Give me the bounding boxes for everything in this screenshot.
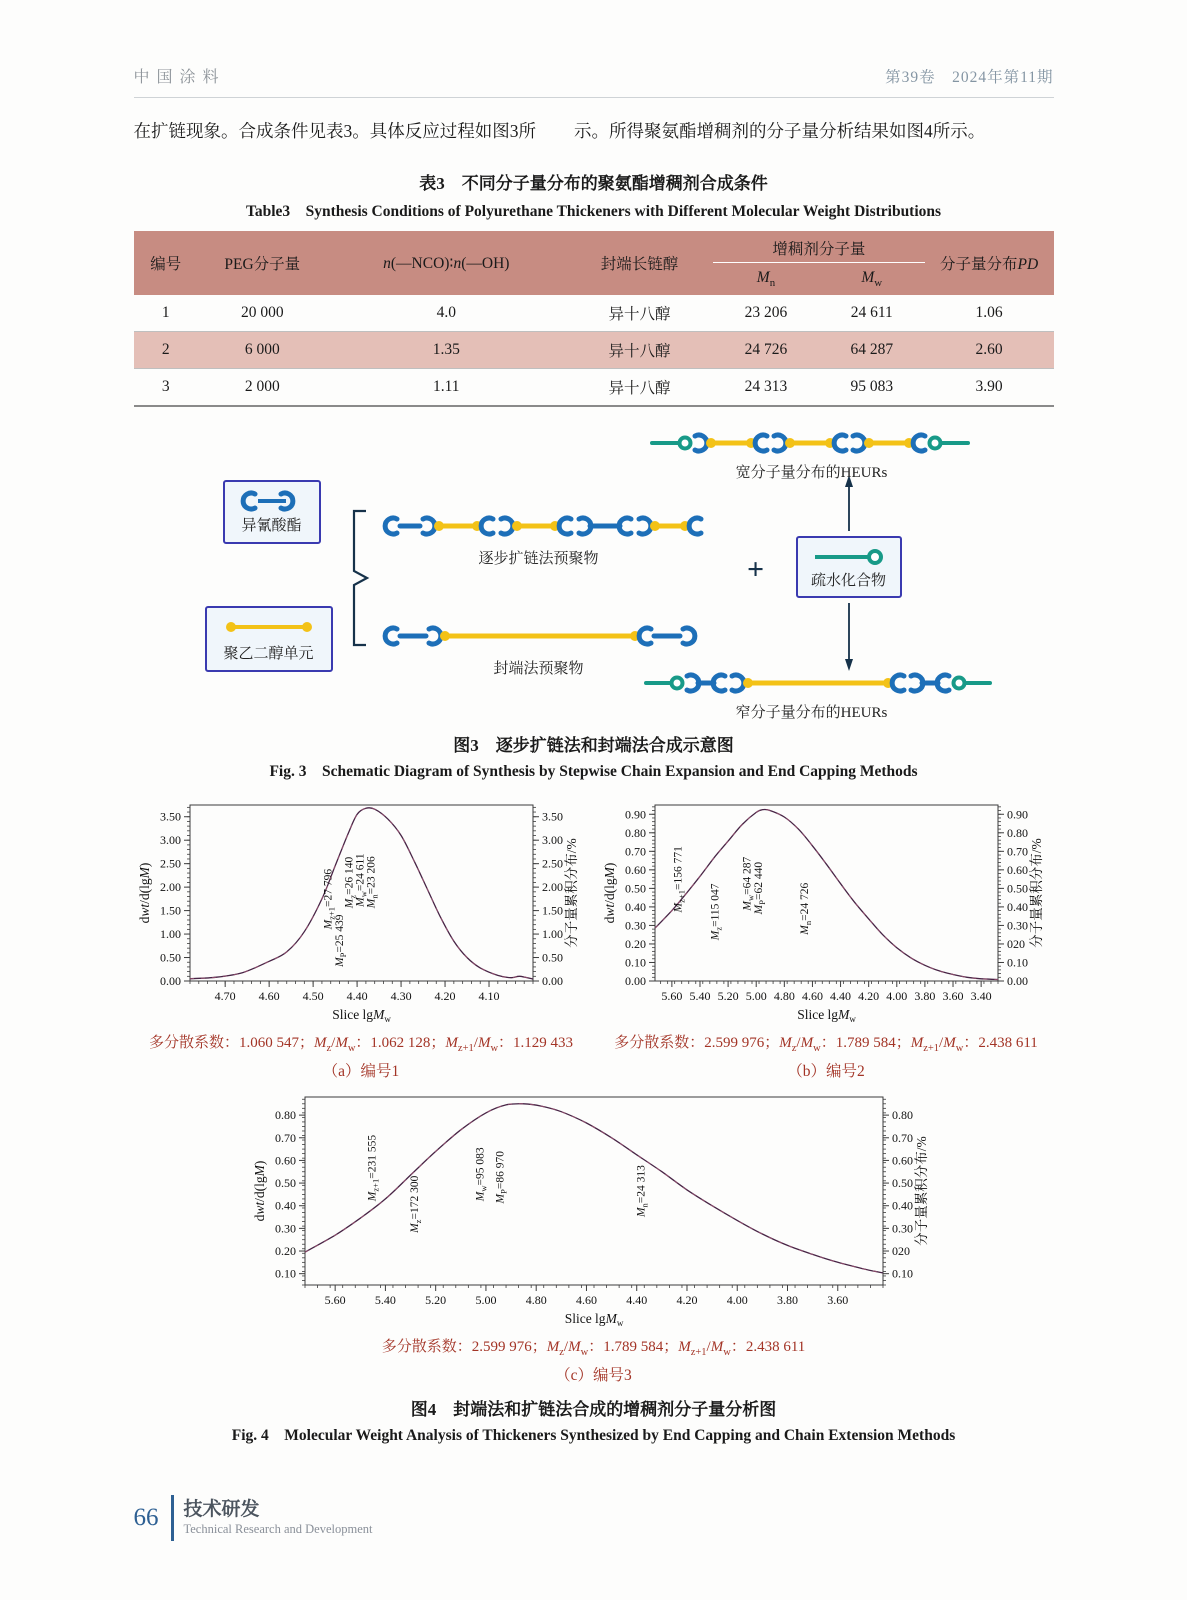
y-tick-label-left: 0.80 — [274, 1108, 296, 1123]
y-tick-label-left: 0.30 — [624, 918, 646, 933]
chart-svg-c — [249, 1085, 939, 1329]
y-axis-label-right: 分子量累积分布/% — [1028, 838, 1044, 948]
chain-peg-dot — [512, 521, 522, 531]
chart-panel-label-b: （b）编号2 — [787, 1063, 865, 1081]
annotation-label: $M_w=64$ 287 — [741, 856, 756, 911]
x-axis-label: Slice lgM$_w$ — [564, 1311, 623, 1329]
table-cell: 20 000 — [240, 304, 284, 322]
y-tick-label-right: 020 — [891, 1244, 910, 1259]
chain-nco-cap — [501, 518, 513, 534]
section-name-en: Technical Research and Development — [183, 1521, 373, 1536]
chain-nco-cap — [732, 675, 744, 691]
page-root — [134, 0, 1054, 1541]
chain-nco-cap — [385, 518, 397, 534]
y-axis-label-right: 分子量累积分布/% — [913, 1136, 929, 1246]
y-tick-label-left: 0.40 — [274, 1198, 296, 1213]
x-tick-label: 4.80 — [773, 989, 795, 1004]
y-tick-label-left: 1.50 — [159, 903, 181, 918]
chain-peg-dot — [650, 521, 660, 531]
y-axis-label-right: 分子量累积分布/% — [563, 838, 579, 948]
chain-peg-dot — [434, 521, 444, 531]
hydrophobe-label: 疏水化合物 — [810, 573, 887, 590]
chain-nco-cap — [913, 435, 925, 451]
x-tick-label: 5.60 — [324, 1293, 346, 1308]
y-tick-label-left: 0.90 — [624, 807, 646, 822]
x-tick-label: 4.00 — [885, 989, 907, 1004]
y-tick-label-left: 1.00 — [159, 927, 181, 942]
table-cell: 3 — [161, 378, 170, 396]
y-tick-label-left: 0.10 — [274, 1266, 296, 1281]
chart-stats-c: 多分散系数：2.599 976；$M_z/M_w$：1.789 584；$M_{z+1}/M_w$：2.438 611 — [381, 1339, 806, 1359]
table3-title-cn: 表3 不同分子量分布的聚氨酯增稠剂合成条件 — [419, 174, 768, 193]
y-tick-label-left: 3.00 — [159, 833, 181, 848]
y-axis-label-left: dwt/d(lgM) — [601, 862, 617, 924]
chart-frame — [305, 1097, 883, 1285]
chart-panel-b — [599, 793, 1054, 1081]
chain-hydrophobe-ring — [671, 678, 682, 689]
figure4-caption-en: Fig. 4 Molecular Weight Analysis of Thickeners Synthesized by End Capping and Chain Extension Methods — [231, 1427, 956, 1445]
annotation-label: $M_z=26$ 140 — [342, 856, 357, 909]
annotation-label: $M_{z+1}=231$ 555 — [365, 1134, 380, 1202]
axis-ticks — [625, 807, 1028, 1003]
chain-peg-dot — [785, 438, 795, 448]
chart-frame — [655, 805, 998, 981]
figure3-diagram — [134, 421, 1054, 721]
y-tick-label-left: 0.40 — [624, 899, 646, 914]
chart-panel-label-a: （a）编号1 — [322, 1063, 400, 1081]
x-tick-label: 3.60 — [826, 1293, 848, 1308]
chain-nco-cap — [853, 435, 865, 451]
x-tick-label: 4.60 — [575, 1293, 597, 1308]
table3 — [134, 231, 1054, 407]
table-cell: 23 206 — [744, 304, 788, 322]
chart-panel-label-c: （c）编号3 — [555, 1367, 632, 1385]
y-tick-label-right: 0.40 — [891, 1198, 913, 1213]
y-tick-label-left: 0.50 — [159, 950, 181, 965]
x-tick-label: 4.20 — [857, 989, 879, 1004]
cumulative-curve-overlay — [305, 1104, 883, 1273]
figure3-canvas — [134, 421, 1054, 721]
page-number: 66 — [133, 1504, 159, 1532]
annotation-label: $M_n=24$ 313 — [634, 1165, 649, 1218]
table-cell: 3.90 — [975, 378, 1003, 396]
y-tick-label-right: 0.70 — [1006, 844, 1028, 859]
wide-heur-label: 宽分子量分布的HEURs — [735, 465, 888, 482]
y-tick-label-left: 3.50 — [159, 809, 181, 824]
figure3-caption-cn: 图3 逐步扩链法和封端法合成示意图 — [453, 736, 734, 756]
page-footer — [134, 1495, 1054, 1541]
peg-icon — [226, 622, 236, 632]
annotation-label: $M_P=86$ 970 — [494, 1151, 509, 1204]
axis-ticks — [275, 1099, 913, 1307]
chain-hydrophobe-ring — [929, 438, 940, 449]
chain-endcap — [385, 628, 695, 644]
chain-nco-cap — [481, 518, 493, 534]
table-header-cell: 分子量分布PD — [925, 231, 1054, 295]
table-header-cell: 编号 — [134, 231, 198, 295]
table-cell: 异十八醇 — [608, 380, 671, 398]
endcap-prepolymer-label: 封端法预聚物 — [493, 661, 584, 678]
chain-nco-cap — [423, 518, 435, 534]
table-cell: 24 313 — [744, 378, 788, 396]
chain-peg-dot — [743, 678, 753, 688]
arrow-up-icon — [845, 475, 853, 531]
table-header-cell: PEG分子量 — [198, 231, 327, 295]
y-tick-label-right: 0.60 — [1006, 862, 1028, 877]
bracket — [354, 511, 367, 645]
x-tick-label: 4.30 — [390, 989, 412, 1004]
table-cell: 64 287 — [819, 332, 925, 369]
y-tick-label-left: 0.50 — [624, 881, 646, 896]
table-header-cell: 增稠剂分子量 — [713, 231, 925, 263]
table-cell: 1.06 — [975, 304, 1003, 322]
x-tick-label: 3.80 — [776, 1293, 798, 1308]
paragraph-col-right: 示。所得聚氨酯增稠剂的分子量分析结果如图4所示。 — [574, 121, 986, 141]
peg-unit-label: 聚乙二醇单元 — [223, 646, 314, 663]
y-tick-label-right: 1.50 — [541, 903, 563, 918]
chart-panel-c — [249, 1085, 939, 1385]
y-tick-label-right: 2.50 — [541, 856, 563, 871]
body-paragraph — [134, 118, 1054, 143]
hydrophobe-icon — [869, 551, 881, 563]
table-subheader-cell: $M_n$ — [713, 263, 819, 296]
y-tick-label-left: 2.00 — [159, 880, 181, 895]
table-subheader-cell: $M_w$ — [819, 263, 925, 296]
page-header — [134, 64, 1054, 87]
x-tick-label: 3.40 — [970, 989, 992, 1004]
section-name-cn: 技术研发 — [183, 1499, 260, 1521]
chain-nco-cap — [385, 628, 397, 644]
x-tick-label: 4.70 — [214, 989, 236, 1004]
y-tick-label-left: 0.20 — [274, 1244, 296, 1259]
y-tick-label-right: 0.50 — [541, 950, 563, 965]
table-cell: 异十八醇 — [608, 306, 671, 324]
figure4-row — [134, 793, 1054, 1081]
chain-nco-cap — [892, 675, 904, 691]
paragraph-col-left: 在扩链现象。合成条件见表3。具体反应过程如图3所 — [133, 121, 536, 141]
chain-nco-cap — [834, 435, 846, 451]
y-axis-label-left: dwt/d(lgM) — [251, 1160, 267, 1222]
y-tick-label-right: 0.90 — [1006, 807, 1028, 822]
y-tick-label-right: 3.00 — [541, 833, 563, 848]
x-tick-label: 5.20 — [717, 989, 739, 1004]
y-tick-label-right: 0.80 — [891, 1108, 913, 1123]
table-cell: 1.35 — [327, 332, 566, 369]
chain-peg-dot — [440, 631, 450, 641]
y-tick-label-right: 0.70 — [891, 1130, 913, 1145]
x-tick-label: 4.80 — [525, 1293, 547, 1308]
chain-narrow-heur — [646, 675, 990, 691]
x-axis-label: Slice lgM$_w$ — [796, 1007, 856, 1025]
issue-info: 第39卷 2024年第11期 — [885, 69, 1054, 86]
annotation-label: $M_n=23$ 206 — [365, 856, 380, 909]
y-tick-label-left: 0.20 — [624, 937, 646, 952]
annotation-label: $M_P=25$ 439 — [333, 914, 348, 968]
annotation-label: $M_w=95$ 083 — [473, 1147, 488, 1202]
y-tick-label-right: 0.10 — [1006, 955, 1028, 970]
chain-nco-cap — [619, 518, 631, 534]
y-tick-label-right: 0.30 — [891, 1221, 913, 1236]
plus-sign: + — [746, 553, 765, 587]
x-tick-label: 3.60 — [942, 989, 964, 1004]
narrow-heur-label: 窄分子量分布的HEURs — [735, 705, 888, 722]
x-tick-label: 4.40 — [346, 989, 368, 1004]
x-tick-label: 4.40 — [625, 1293, 647, 1308]
distribution-curve — [655, 810, 998, 980]
table-cell: 95 083 — [850, 378, 894, 396]
table-header-cell: 封端长链醇 — [566, 231, 713, 295]
chart-stats-a: 多分散系数：1.060 547；$M_z/M_w$：1.062 128；$M_{z+1}/M_w$：1.129 433 — [148, 1035, 574, 1055]
annotation-label: $M_P=62$ 440 — [752, 861, 767, 915]
chain-nco-cap — [639, 518, 651, 534]
cumulative-curve-overlay — [655, 810, 998, 980]
y-tick-label-left: 0.50 — [274, 1176, 296, 1191]
y-tick-label-right: 0.30 — [1006, 918, 1028, 933]
table-cell: 异十八醇 — [566, 332, 713, 369]
y-tick-label-right: 2.00 — [541, 880, 563, 895]
y-tick-label-left: 0.60 — [274, 1153, 296, 1168]
y-tick-label-left: 0.00 — [159, 974, 181, 989]
annotation-label: $M_{z+1}=27$ 796 — [322, 868, 337, 930]
y-tick-label-left: 0.30 — [274, 1221, 296, 1236]
chart-stats-b: 多分散系数：2.599 976；$M_z/M_w$：1.789 584；$M_{z+1}/M_w$：2.438 611 — [614, 1035, 1038, 1055]
x-tick-label: 4.20 — [434, 989, 456, 1004]
y-tick-label-left: 0.60 — [624, 862, 646, 877]
chain-peg-dot — [706, 438, 716, 448]
x-tick-label: 5.60 — [660, 989, 682, 1004]
table-cell: 4.0 — [436, 304, 456, 322]
journal-name: 中国涂料 — [133, 69, 226, 86]
chart-svg-b — [599, 793, 1054, 1025]
table-cell: 24 726 — [713, 332, 819, 369]
chain-nco-cap — [429, 628, 441, 644]
y-tick-label-right: 0.60 — [891, 1153, 913, 1168]
y-tick-label-right: 020 — [1006, 937, 1025, 952]
y-tick-label-left: 0.10 — [624, 955, 646, 970]
distribution-curve — [305, 1104, 883, 1273]
stepwise-prepolymer-label: 逐步扩链法预聚物 — [478, 551, 599, 568]
x-tick-label: 3.80 — [913, 989, 935, 1004]
annotation-label: $M_z=172$ 300 — [408, 1175, 423, 1233]
x-tick-label: 4.20 — [675, 1293, 697, 1308]
x-tick-label: 5.00 — [474, 1293, 496, 1308]
y-tick-label-right: 1.00 — [541, 927, 563, 942]
table-cell: 1.11 — [433, 378, 460, 396]
y-tick-label-left: 0.80 — [624, 825, 646, 840]
table-cell: 6 000 — [198, 332, 327, 369]
table-cell: 1 — [161, 304, 170, 322]
y-tick-label-right: 0.50 — [1006, 881, 1028, 896]
figure4-caption-cn: 图4 封端法和扩链法合成的增稠剂分子量分析图 — [410, 1400, 777, 1420]
y-tick-label-right: 0.10 — [891, 1266, 913, 1281]
table-cell: 24 611 — [850, 304, 893, 322]
table-header-cell: n(—NCO)∶n(—OH) — [327, 231, 566, 295]
x-tick-label: 5.40 — [374, 1293, 396, 1308]
x-axis-label: Slice lgM$_w$ — [331, 1007, 391, 1025]
chain-peg-dot — [864, 438, 874, 448]
isocyanate-label: 异氰酸酯 — [241, 518, 302, 535]
table-cell: 2 000 — [244, 378, 280, 396]
chain-nco-cap — [755, 435, 767, 451]
arrow-down-icon — [845, 603, 853, 671]
x-tick-label: 5.40 — [688, 989, 710, 1004]
x-tick-label: 4.00 — [726, 1293, 748, 1308]
y-tick-label-right: 0.00 — [541, 974, 563, 989]
table-cell: 2.60 — [925, 332, 1054, 369]
annotation-label: $M_w=24$ 611 — [353, 853, 368, 907]
y-axis-label-left: dwt/d(lgM) — [136, 862, 152, 924]
header-divider — [134, 97, 1054, 98]
annotation-label: $M_n=24$ 726 — [798, 882, 813, 935]
x-tick-label: 5.20 — [424, 1293, 446, 1308]
annotation-label: $M_{z+1}=156$ 771 — [672, 846, 687, 913]
x-tick-label: 5.00 — [745, 989, 767, 1004]
footer-divider-bar — [171, 1495, 174, 1541]
chain-hydrophobe-ring — [679, 438, 690, 449]
arrow-down-head — [845, 659, 853, 671]
y-tick-label-right: 0.80 — [1006, 825, 1028, 840]
y-tick-label-right: 0.40 — [1006, 899, 1028, 914]
table-cell: 2 — [134, 332, 198, 369]
chain-nco-cap — [713, 675, 725, 691]
chain-nco-cap — [639, 628, 651, 644]
peg-icon — [302, 622, 312, 632]
x-tick-label: 4.60 — [801, 989, 823, 1004]
figure3-caption-en: Fig. 3 Schematic Diagram of Synthesis by Stepwise Chain Expansion and End Capping Methods — [269, 763, 918, 781]
table-row — [134, 295, 1054, 332]
x-tick-label: 4.50 — [302, 989, 324, 1004]
table-row — [134, 369, 1054, 407]
y-tick-label-left: 0.00 — [624, 974, 646, 989]
x-tick-label: 4.40 — [829, 989, 851, 1004]
chain-nco-cap — [937, 675, 949, 691]
y-tick-label-right: 0.50 — [891, 1176, 913, 1191]
chain-nco-cap — [774, 435, 786, 451]
chain-stepwise — [385, 518, 701, 534]
table3-title-en: Table3 Synthesis Conditions of Polyurethane Thickeners with Different Molecular Weight Distributions — [245, 203, 942, 220]
chain-hydrophobe-ring — [953, 678, 964, 689]
chain-nco-cap — [695, 435, 707, 451]
y-tick-label-right: 3.50 — [541, 809, 563, 824]
chain-wide-heur — [652, 435, 968, 451]
chart-panel-a — [134, 793, 589, 1081]
annotation-label: $M_z=115$ 047 — [708, 883, 723, 941]
chart-svg-a — [134, 793, 589, 1025]
y-tick-label-left: 0.70 — [274, 1130, 296, 1145]
chain-nco-cap — [559, 518, 571, 534]
chain-nco-cap — [683, 628, 695, 644]
y-tick-label-left: 2.50 — [159, 856, 181, 871]
table-row — [134, 332, 1054, 369]
y-tick-label-right: 0.00 — [1006, 974, 1028, 989]
x-tick-label: 4.10 — [478, 989, 500, 1004]
chain-nco-cap — [689, 518, 701, 534]
y-tick-label-left: 0.70 — [624, 844, 646, 859]
x-tick-label: 4.60 — [258, 989, 280, 1004]
